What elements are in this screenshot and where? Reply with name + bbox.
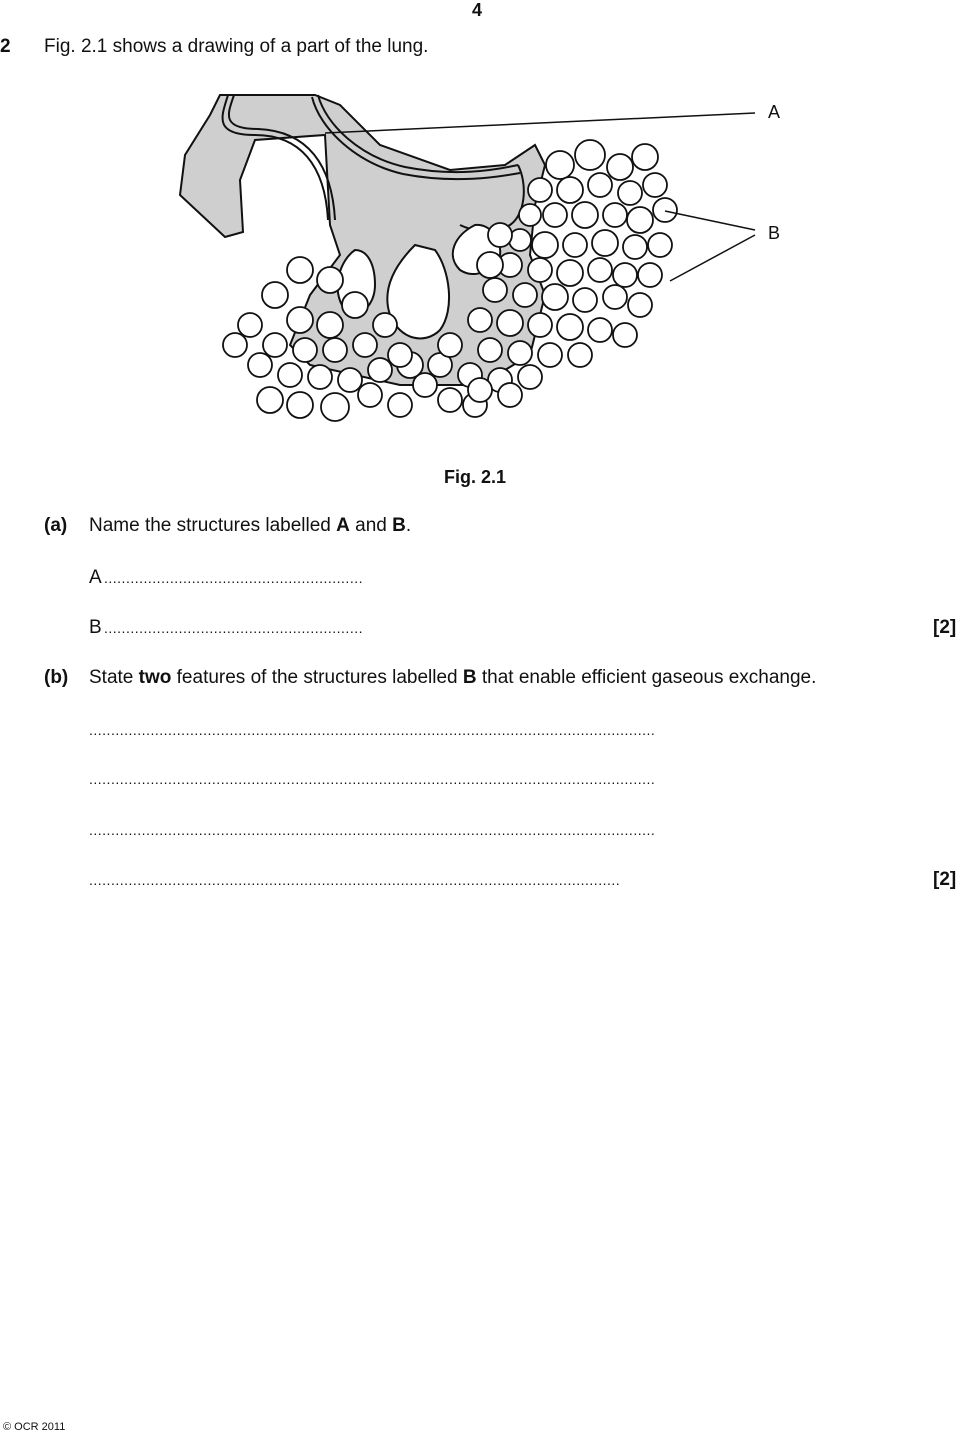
alveolus: [262, 282, 288, 308]
question-intro: Fig. 2.1 shows a drawing of a part of the lung.: [44, 36, 429, 57]
label-b: B: [768, 223, 781, 243]
alveolus: [588, 173, 612, 197]
alveolus: [638, 263, 662, 287]
alveolus: [607, 154, 633, 180]
alveolus: [438, 388, 462, 412]
alveolus: [648, 233, 672, 257]
alveolus: [632, 144, 658, 170]
alveolus: [293, 338, 317, 362]
alveolus: [317, 312, 343, 338]
alveolus: [498, 383, 522, 407]
alveolus: [317, 267, 343, 293]
alveolus: [643, 173, 667, 197]
alveolus: [528, 178, 552, 202]
alveolus: [627, 207, 653, 233]
part-a-label: (a): [44, 515, 68, 536]
alveolus: [575, 140, 605, 170]
alveolus: [613, 263, 637, 287]
alveolus: [546, 151, 574, 179]
alveolus: [373, 313, 397, 337]
alveolus: [223, 333, 247, 357]
answer-b-line[interactable]: ...........................................................: [104, 620, 363, 636]
part-b-label: (b): [44, 667, 69, 688]
alveolus: [497, 310, 523, 336]
alveolus: [353, 333, 377, 357]
copyright: © OCR 2011: [3, 1421, 66, 1433]
alveolus: [519, 204, 541, 226]
page-number: 4: [472, 0, 483, 20]
alveolus: [483, 278, 507, 302]
alveolus: [618, 181, 642, 205]
lung-diagram: [150, 85, 960, 435]
label-a-group: [325, 102, 780, 133]
figure-caption: Fig. 2.1: [444, 467, 507, 487]
alveolus: [532, 232, 558, 258]
alveolus: [477, 252, 503, 278]
alveolus: [478, 338, 502, 362]
alveolus: [468, 308, 492, 332]
alveolus: [653, 198, 677, 222]
part-b-question: State two features of the structures labelled B that enable efficient gaseous exchange.: [89, 667, 817, 688]
marks-part-b: [2]: [933, 869, 957, 890]
alveolus: [308, 365, 332, 389]
alveolus: [278, 363, 302, 387]
alveolus: [568, 343, 592, 367]
alveolus: [538, 343, 562, 367]
alveolus: [603, 285, 627, 309]
alveolus: [342, 292, 368, 318]
alveolus: [323, 338, 347, 362]
alveolus: [613, 323, 637, 347]
label-a: A: [768, 102, 781, 122]
alveolus: [528, 258, 552, 282]
alveolus: [563, 233, 587, 257]
alveolus: [287, 392, 313, 418]
alveolus: [338, 368, 362, 392]
alveolus: [488, 223, 512, 247]
answer-line-2[interactable]: .................................................................................................................................: [89, 771, 656, 787]
alveolus: [603, 203, 627, 227]
alveolus: [518, 365, 542, 389]
alveolus: [557, 260, 583, 286]
alveolus: [508, 341, 532, 365]
answer-b-label: B: [89, 617, 102, 638]
alveolus: [573, 288, 597, 312]
alveolus: [513, 283, 537, 307]
alveolus: [543, 203, 567, 227]
alveolus: [388, 343, 412, 367]
alveolus: [368, 358, 392, 382]
alveolus: [248, 353, 272, 377]
alveolus: [588, 258, 612, 282]
answer-a-line[interactable]: ...........................................................: [104, 570, 363, 586]
alveolus: [257, 387, 283, 413]
alveolus: [542, 284, 568, 310]
alveolus: [528, 313, 552, 337]
alveolus: [287, 307, 313, 333]
alveolus: [557, 177, 583, 203]
alveolus: [388, 393, 412, 417]
question-number: 2: [0, 36, 11, 57]
alveolus: [592, 230, 618, 256]
alveolus: [438, 333, 462, 357]
answer-a-label: A: [89, 567, 102, 588]
alveolus: [358, 383, 382, 407]
marks-part-a: [2]: [933, 617, 957, 638]
label-b-group: [665, 211, 780, 281]
alveolus: [287, 257, 313, 283]
alveolus: [623, 235, 647, 259]
part-a-question: Name the structures labelled A and B.: [89, 515, 412, 536]
answer-line-3[interactable]: .................................................................................................................................: [89, 822, 656, 838]
alveolus: [572, 202, 598, 228]
alveolus: [238, 313, 262, 337]
alveolus: [263, 333, 287, 357]
alveolus: [588, 318, 612, 342]
alveolus: [628, 293, 652, 317]
alveolus: [557, 314, 583, 340]
answer-line-4[interactable]: .........................................................................................................................: [89, 872, 621, 888]
answer-line-1[interactable]: .................................................................................................................................: [89, 722, 656, 738]
alveolus: [468, 378, 492, 402]
alveolus: [321, 393, 349, 421]
